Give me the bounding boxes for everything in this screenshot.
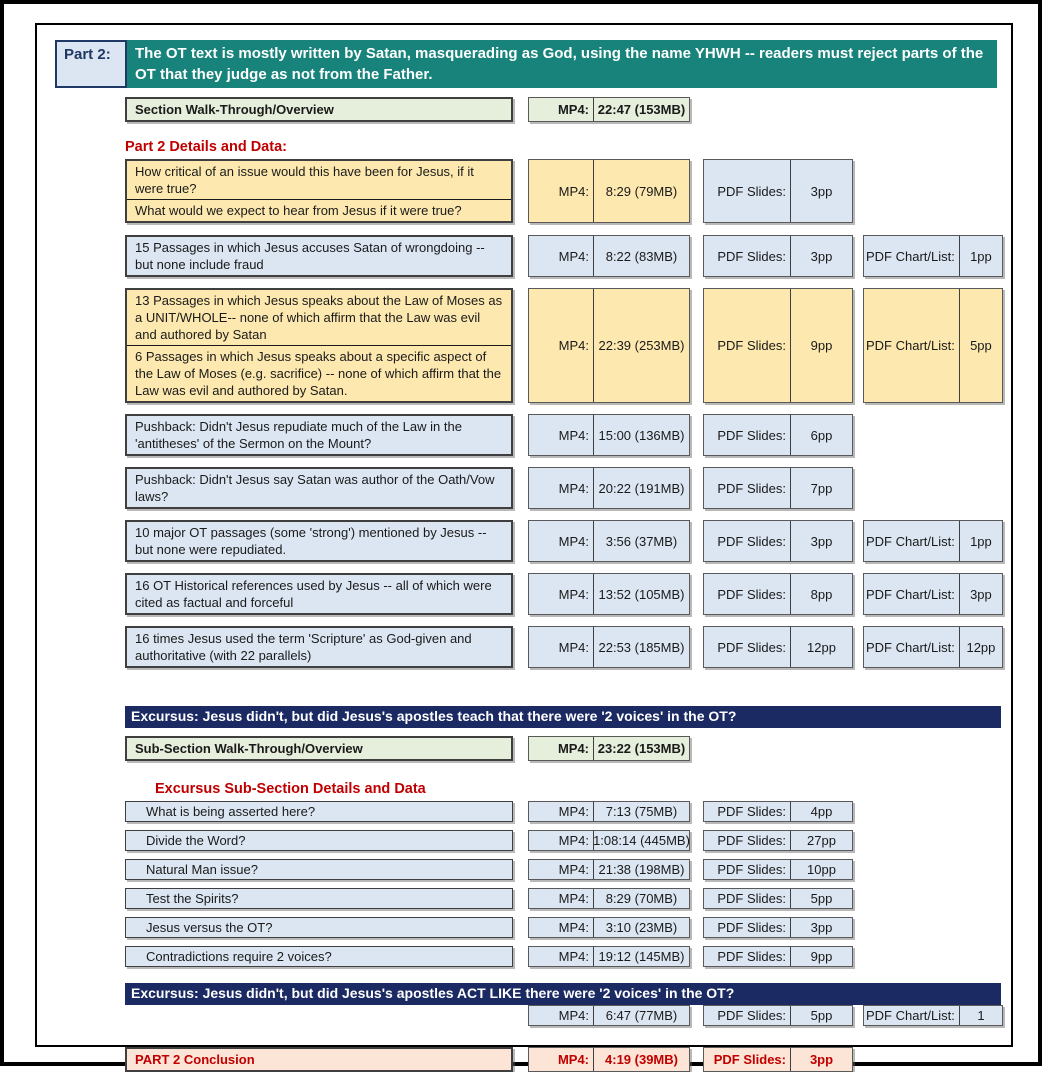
mp4-label: MP4: [557,102,589,117]
mp4-label: MP4: [558,480,589,496]
row-description-box [125,467,513,509]
empty-spacer [125,1005,513,1026]
pdf-slides-value: 5pp [790,889,852,908]
mp4-value: 8:29 (79MB) [593,160,689,222]
pdf-chart-link-box[interactable] [863,288,1003,403]
description-line: 10 major OT passages (some 'strong') mentioned by Jesus -- but none were repudiated. [135,525,487,557]
pdf-slides-link-box[interactable] [703,235,853,277]
pdf-chart-label: PDF Chart/List: [866,338,955,353]
mp4-label: MP4: [558,804,589,819]
pdf-slides-label: PDF Slides: [717,1008,786,1023]
mp4-link-box[interactable] [528,946,690,967]
pdf-slides-label: PDF Slides: [717,183,786,199]
pdf-slides-label: PDF Slides: [717,480,786,496]
mp4-link-box[interactable] [528,1047,690,1072]
mp4-value: 6:47 (77MB) [593,1006,689,1025]
mp4-link-box[interactable] [528,235,690,277]
description-line: What would we expect to hear from Jesus if it were true? [127,199,511,221]
pdf-slides-link-box[interactable] [703,626,853,668]
mp4-value: 7:13 (75MB) [593,802,689,821]
pdf-slides-value: 7pp [790,468,852,508]
pdf-slides-label: PDF Slides: [717,862,786,877]
mp4-link-box[interactable] [528,859,690,880]
detail-row [125,414,1011,456]
pdf-slides-link-box[interactable] [703,1047,853,1072]
mp4-link-box[interactable] [528,159,690,223]
pdf-slides-value: 10pp [790,860,852,879]
excursus2-links-row [125,1005,1011,1026]
pdf-slides-label: PDF Slides: [717,833,786,848]
pdf-chart-link-box[interactable] [863,235,1003,277]
mp4-value: 15:00 (136MB) [593,415,689,455]
mp4-link-box[interactable] [528,626,690,668]
pdf-slides-value: 3pp [790,918,852,937]
conclusion-title: PART 2 Conclusion [135,1052,255,1067]
description-line: Pushback: Didn't Jesus say Satan was author of the Oath/Vow laws? [135,472,495,504]
mp4-label: MP4: [558,639,589,655]
row-description-box [125,414,513,456]
excursus2-header: Excursus: Jesus didn't, but did Jesus's apostles ACT LIKE there were '2 voices' in the OT? [125,983,1001,1005]
pdf-chart-link-box[interactable] [863,626,1003,668]
description-line: 16 OT Historical references used by Jesus -- all of which were cited as factual and forceful [135,578,492,610]
row-description-box [125,917,513,938]
pdf-slides-link-box[interactable] [703,520,853,562]
pdf-slides-link-box[interactable] [703,573,853,615]
row-description-box [125,288,513,403]
pdf-chart-label: PDF Chart/List: [866,533,955,549]
details-heading: Part 2 Details and Data: [125,139,287,155]
row-description-box [125,888,513,909]
section-overview-title-box [125,97,513,122]
document-inner-frame [35,23,1013,1067]
mp4-link-box[interactable] [528,888,690,909]
row-description-box [125,859,513,880]
detail-row [125,573,1011,615]
pdf-chart-value: 1 [959,1006,1002,1025]
pdf-slides-value: 3pp [790,521,852,561]
mp4-link-box[interactable] [528,97,690,122]
mp4-value: 13:52 (105MB) [593,574,689,614]
pdf-slides-link-box[interactable] [703,467,853,509]
mp4-value: 22:39 (253MB) [593,289,689,402]
section-overview-title: Section Walk-Through/Overview [135,102,334,117]
detail-row [125,626,1011,668]
mp4-label: MP4: [558,862,589,877]
mp4-label: MP4: [558,338,589,353]
mp4-value: 19:12 (145MB) [593,947,689,966]
mp4-link-box[interactable] [528,830,690,851]
mp4-value: 22:53 (185MB) [593,627,689,667]
pdf-slides-label: PDF Slides: [717,427,786,443]
description-line: Divide the Word? [146,833,246,848]
pdf-slides-value: 4pp [790,802,852,821]
excursus-row [125,917,1011,938]
pdf-chart-link-box[interactable] [863,1005,1003,1026]
mp4-label: MP4: [558,248,589,264]
pdf-slides-value: 6pp [790,415,852,455]
mp4-link-box[interactable] [528,414,690,456]
pdf-slides-link-box[interactable] [703,1005,853,1026]
pdf-chart-value: 1pp [959,236,1002,276]
pdf-chart-label: PDF Chart/List: [866,586,955,602]
pdf-chart-label: PDF Chart/List: [866,248,955,264]
mp4-label: MP4: [558,533,589,549]
mp4-label: MP4: [558,1008,589,1023]
pdf-slides-link-box[interactable] [703,288,853,403]
part2-header-row [55,40,997,88]
pdf-chart-value: 1pp [959,521,1002,561]
pdf-slides-label: PDF Slides: [717,248,786,264]
excursus-row [125,801,1011,822]
mp4-label: MP4: [558,427,589,443]
pdf-chart-label: PDF Chart/List: [866,1008,955,1023]
mp4-value: 3:56 (37MB) [593,521,689,561]
description-line: What is being asserted here? [146,804,316,819]
row-description-box [125,801,513,822]
mp4-value: 3:10 (23MB) [593,918,689,937]
pdf-slides-value: 3pp [790,160,852,222]
pdf-chart-value: 3pp [959,574,1002,614]
mp4-link-box[interactable] [528,520,690,562]
row-description-box [125,830,513,851]
pdf-chart-link-box[interactable] [863,573,1003,615]
mp4-value: 21:38 (198MB) [593,860,689,879]
mp4-label: MP4: [557,1052,589,1067]
excursus1-heading: Excursus Sub-Section Details and Data [155,781,426,797]
detail-row [125,467,1011,509]
pdf-chart-link-box[interactable] [863,520,1003,562]
mp4-value: 23:22 (153MB) [593,737,689,760]
pdf-slides-label: PDF Slides: [717,639,786,655]
detail-row [125,235,1011,277]
mp4-label: MP4: [558,586,589,602]
mp4-label: MP4: [558,949,589,964]
mp4-link-box[interactable] [528,1005,690,1026]
description-line: How critical of an issue would this have been for Jesus, if it were true? [135,164,474,196]
description-line: 13 Passages in which Jesus speaks about the Law of Moses as a UNIT/WHOLE-- none of which affirm that the Law was evil and authored by Satan [135,293,503,342]
pdf-chart-value: 5pp [959,289,1002,402]
row-description-box [125,159,513,223]
pdf-slides-link-box[interactable] [703,159,853,223]
row-description-box [125,626,513,668]
mp4-link-box[interactable] [528,573,690,615]
part2-banner-text: The OT text is mostly written by Satan, masquerading as God, using the name YHWH -- readers must reject parts of the OT that they judge as not from the Father. [127,40,997,88]
detail-row [125,520,1011,562]
subsection-overview-title: Sub-Section Walk-Through/Overview [135,741,363,756]
pdf-slides-value: 3pp [790,236,852,276]
pdf-slides-value: 8pp [790,574,852,614]
pdf-slides-label: PDF Slides: [713,1052,786,1067]
mp4-value: 8:22 (83MB) [593,236,689,276]
mp4-label: MP4: [558,891,589,906]
conclusion-title-box [125,1047,513,1072]
detail-row [125,159,1011,223]
description-line: 6 Passages in which Jesus speaks about a specific aspect of the Law of Moses (e.g. sacrifice) -- none of which affirm that the Law was evil and authored by Satan. [127,345,511,401]
detail-row [125,288,1011,403]
pdf-slides-label: PDF Slides: [717,920,786,935]
pdf-slides-link-box[interactable] [703,859,853,880]
pdf-chart-label: PDF Chart/List: [866,639,955,655]
mp4-label: MP4: [558,920,589,935]
mp4-value: 8:29 (70MB) [593,889,689,908]
pdf-slides-value: 5pp [790,1006,852,1025]
mp4-label: MP4: [558,183,589,199]
part2-label: Part 2: [55,40,127,88]
row-description-box [125,520,513,562]
mp4-link-box[interactable] [528,801,690,822]
subsection-overview-row [125,736,1011,761]
excursus-row [125,888,1011,909]
pdf-slides-value: 12pp [790,627,852,667]
mp4-value: 1:08:14 (445MB) [593,833,690,848]
row-description-box [125,573,513,615]
excursus-row [125,859,1011,880]
pdf-slides-link-box[interactable] [703,830,853,851]
pdf-slides-value: 9pp [790,947,852,966]
mp4-link-box[interactable] [528,288,690,403]
excursus-row [125,946,1011,967]
pdf-slides-label: PDF Slides: [717,338,786,353]
description-line: Jesus versus the OT? [146,920,273,935]
mp4-value: 20:22 (191MB) [593,468,689,508]
pdf-slides-value: 9pp [790,289,852,402]
mp4-link-box[interactable] [528,917,690,938]
mp4-link-box[interactable] [528,736,690,761]
pdf-slides-link-box[interactable] [703,801,853,822]
pdf-slides-label: PDF Slides: [717,533,786,549]
pdf-slides-label: PDF Slides: [717,891,786,906]
conclusion-row [125,1047,1011,1072]
excursus1-header: Excursus: Jesus didn't, but did Jesus's apostles teach that there were '2 voices' in the OT? [125,706,1001,728]
mp4-label: MP4: [557,741,589,756]
pdf-slides-label: PDF Slides: [717,804,786,819]
row-description-box [125,946,513,967]
mp4-value: 4:19 (39MB) [593,1048,689,1071]
description-line: Natural Man issue? [146,862,258,877]
pdf-slides-link-box[interactable] [703,888,853,909]
subsection-overview-title-box [125,736,513,761]
pdf-slides-link-box[interactable] [703,917,853,938]
row-description-box [125,235,513,277]
pdf-slides-link-box[interactable] [703,946,853,967]
pdf-slides-link-box[interactable] [703,414,853,456]
description-line: Pushback: Didn't Jesus repudiate much of the Law in the 'antitheses' of the Sermon on the Mount? [135,419,462,451]
mp4-label: MP4: [558,833,589,848]
section-overview-row [125,97,1011,122]
mp4-link-box[interactable] [528,467,690,509]
excursus-row [125,830,1011,851]
description-line: Contradictions require 2 voices? [146,949,332,964]
pdf-slides-value: 27pp [790,831,852,850]
pdf-slides-label: PDF Slides: [717,586,786,602]
description-line: 16 times Jesus used the term 'Scripture' as God-given and authoritative (with 22 parallels) [135,631,472,663]
pdf-chart-value: 12pp [959,627,1002,667]
pdf-slides-label: PDF Slides: [717,949,786,964]
description-line: Test the Spirits? [146,891,239,906]
pdf-slides-value: 3pp [790,1048,852,1071]
description-line: 15 Passages in which Jesus accuses Satan of wrongdoing -- but none include fraud [135,240,485,272]
mp4-value: 22:47 (153MB) [593,98,689,121]
